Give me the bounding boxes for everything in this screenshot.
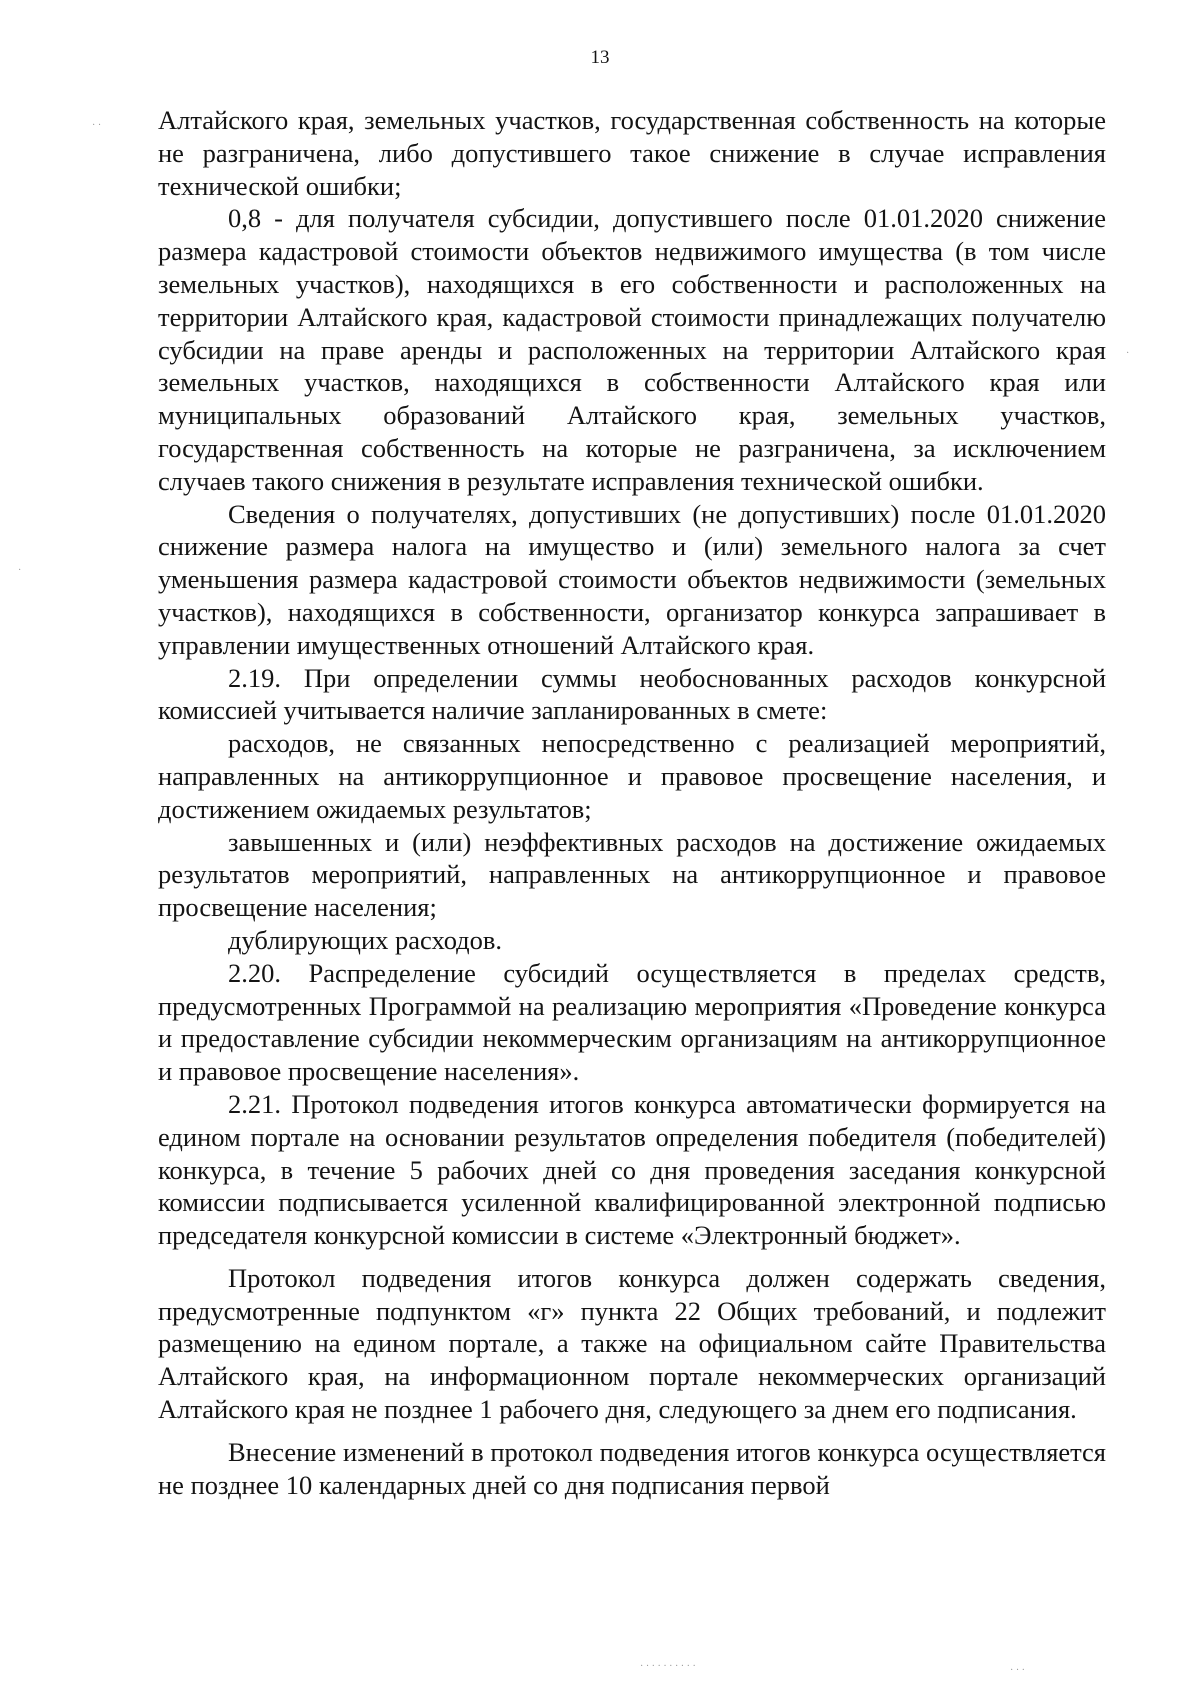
scan-artifact: · · bbox=[92, 120, 102, 131]
paragraph-clause-2-20: 2.20. Распределение субсидий осуществляется в пределах средств, предусмотренных Программой на реализацию мероприятия «Проведение конкурса и предоставление субсидии некоммерческим организациям на антикоррупционное и правовое просвещение населения». bbox=[158, 957, 1106, 1087]
paragraph-protocol-content: Протокол подведения итогов конкурса должен содержать сведения, предусмотренные подпунктом «г» пункта 22 Общих требований, и подлежит размещению на едином портале, а также на официальном сайте Правительства Алтайского края, на информационном портале некоммерческих организаций Алтайского края не позднее 1 рабочего дня, следующего за днем его подписания. bbox=[158, 1262, 1106, 1425]
scan-artifact: · bbox=[1126, 348, 1130, 359]
page-number: 13 bbox=[590, 47, 610, 68]
paragraph-continuation: Алтайского края, земельных участков, государственная собственность на которые не разграничена, либо допустившего такое снижение в случае исправления технической ошибки; bbox=[158, 105, 1106, 201]
paragraph-protocol-changes: Внесение изменений в протокол подведения итогов конкурса осуществляется не позднее 10 календарных дней со дня подписания первой bbox=[158, 1436, 1106, 1500]
paragraph-clause-2-21: 2.21. Протокол подведения итогов конкурса автоматически формируется на едином портале на основании результатов определения победителя (победителей) конкурса, в течение 5 рабочих дней со дня проведения заседания конкурсной комиссии подписывается усиленной квалифицированной электронной подписью председателя конкурсной комиссии в системе «Электронный бюджет». bbox=[158, 1088, 1106, 1251]
paragraph-coefficient-08: 0,8 - для получателя субсидии, допустившего после 01.01.2020 снижение размера кадастровой стоимости объектов недвижимого имущества (в том числе земельных участков), находящихся в его собственности и расположенных на территории Алтайского края, кадастровой стоимости принадлежащих получателю субсидии на праве аренды и расположенных на территории Алтайского края земельных участков, находящихся в собственности Алтайского края или муниципальных образований Алтайского края, земельных участков, государственная собственность на которые не разграничена, за исключением случаев такого снижения в результате исправления технической ошибки. bbox=[158, 203, 1106, 496]
scan-artifact: · · · bbox=[1010, 1665, 1025, 1676]
paragraph-clause-2-19: 2.19. При определении суммы необоснованных расходов конкурсной комиссией учитывается наличие запланированных в смете: bbox=[158, 662, 1106, 726]
scan-artifact: · bbox=[18, 565, 22, 576]
paragraph-unrelated-expenses: расходов, не связанных непосредственно с реализацией мероприятий, направленных на антикоррупционное и правовое просвещение населения, и достижением ожидаемых результатов; bbox=[158, 728, 1106, 824]
paragraph-recipient-information: Сведения о получателях, допустивших (не допустивших) после 01.01.2020 снижение размера налога на имущество и (или) земельного налога за счет уменьшения размера кадастровой стоимости объектов недвижимости (земельных участков), находящихся в собственности, организатор конкурса запрашивает в управлении имущественных отношений Алтайского края. bbox=[158, 498, 1106, 660]
paragraph-duplicate-expenses: дублирующих расходов. bbox=[228, 924, 503, 955]
document-body bbox=[158, 104, 1106, 1501]
scan-artifact: · · · · · · · · · · bbox=[640, 1661, 696, 1672]
paragraph-inflated-expenses: завышенных и (или) неэффективных расходов на достижение ожидаемых результатов мероприятий, направленных на антикоррупционное и правовое просвещение населения; bbox=[158, 826, 1106, 923]
